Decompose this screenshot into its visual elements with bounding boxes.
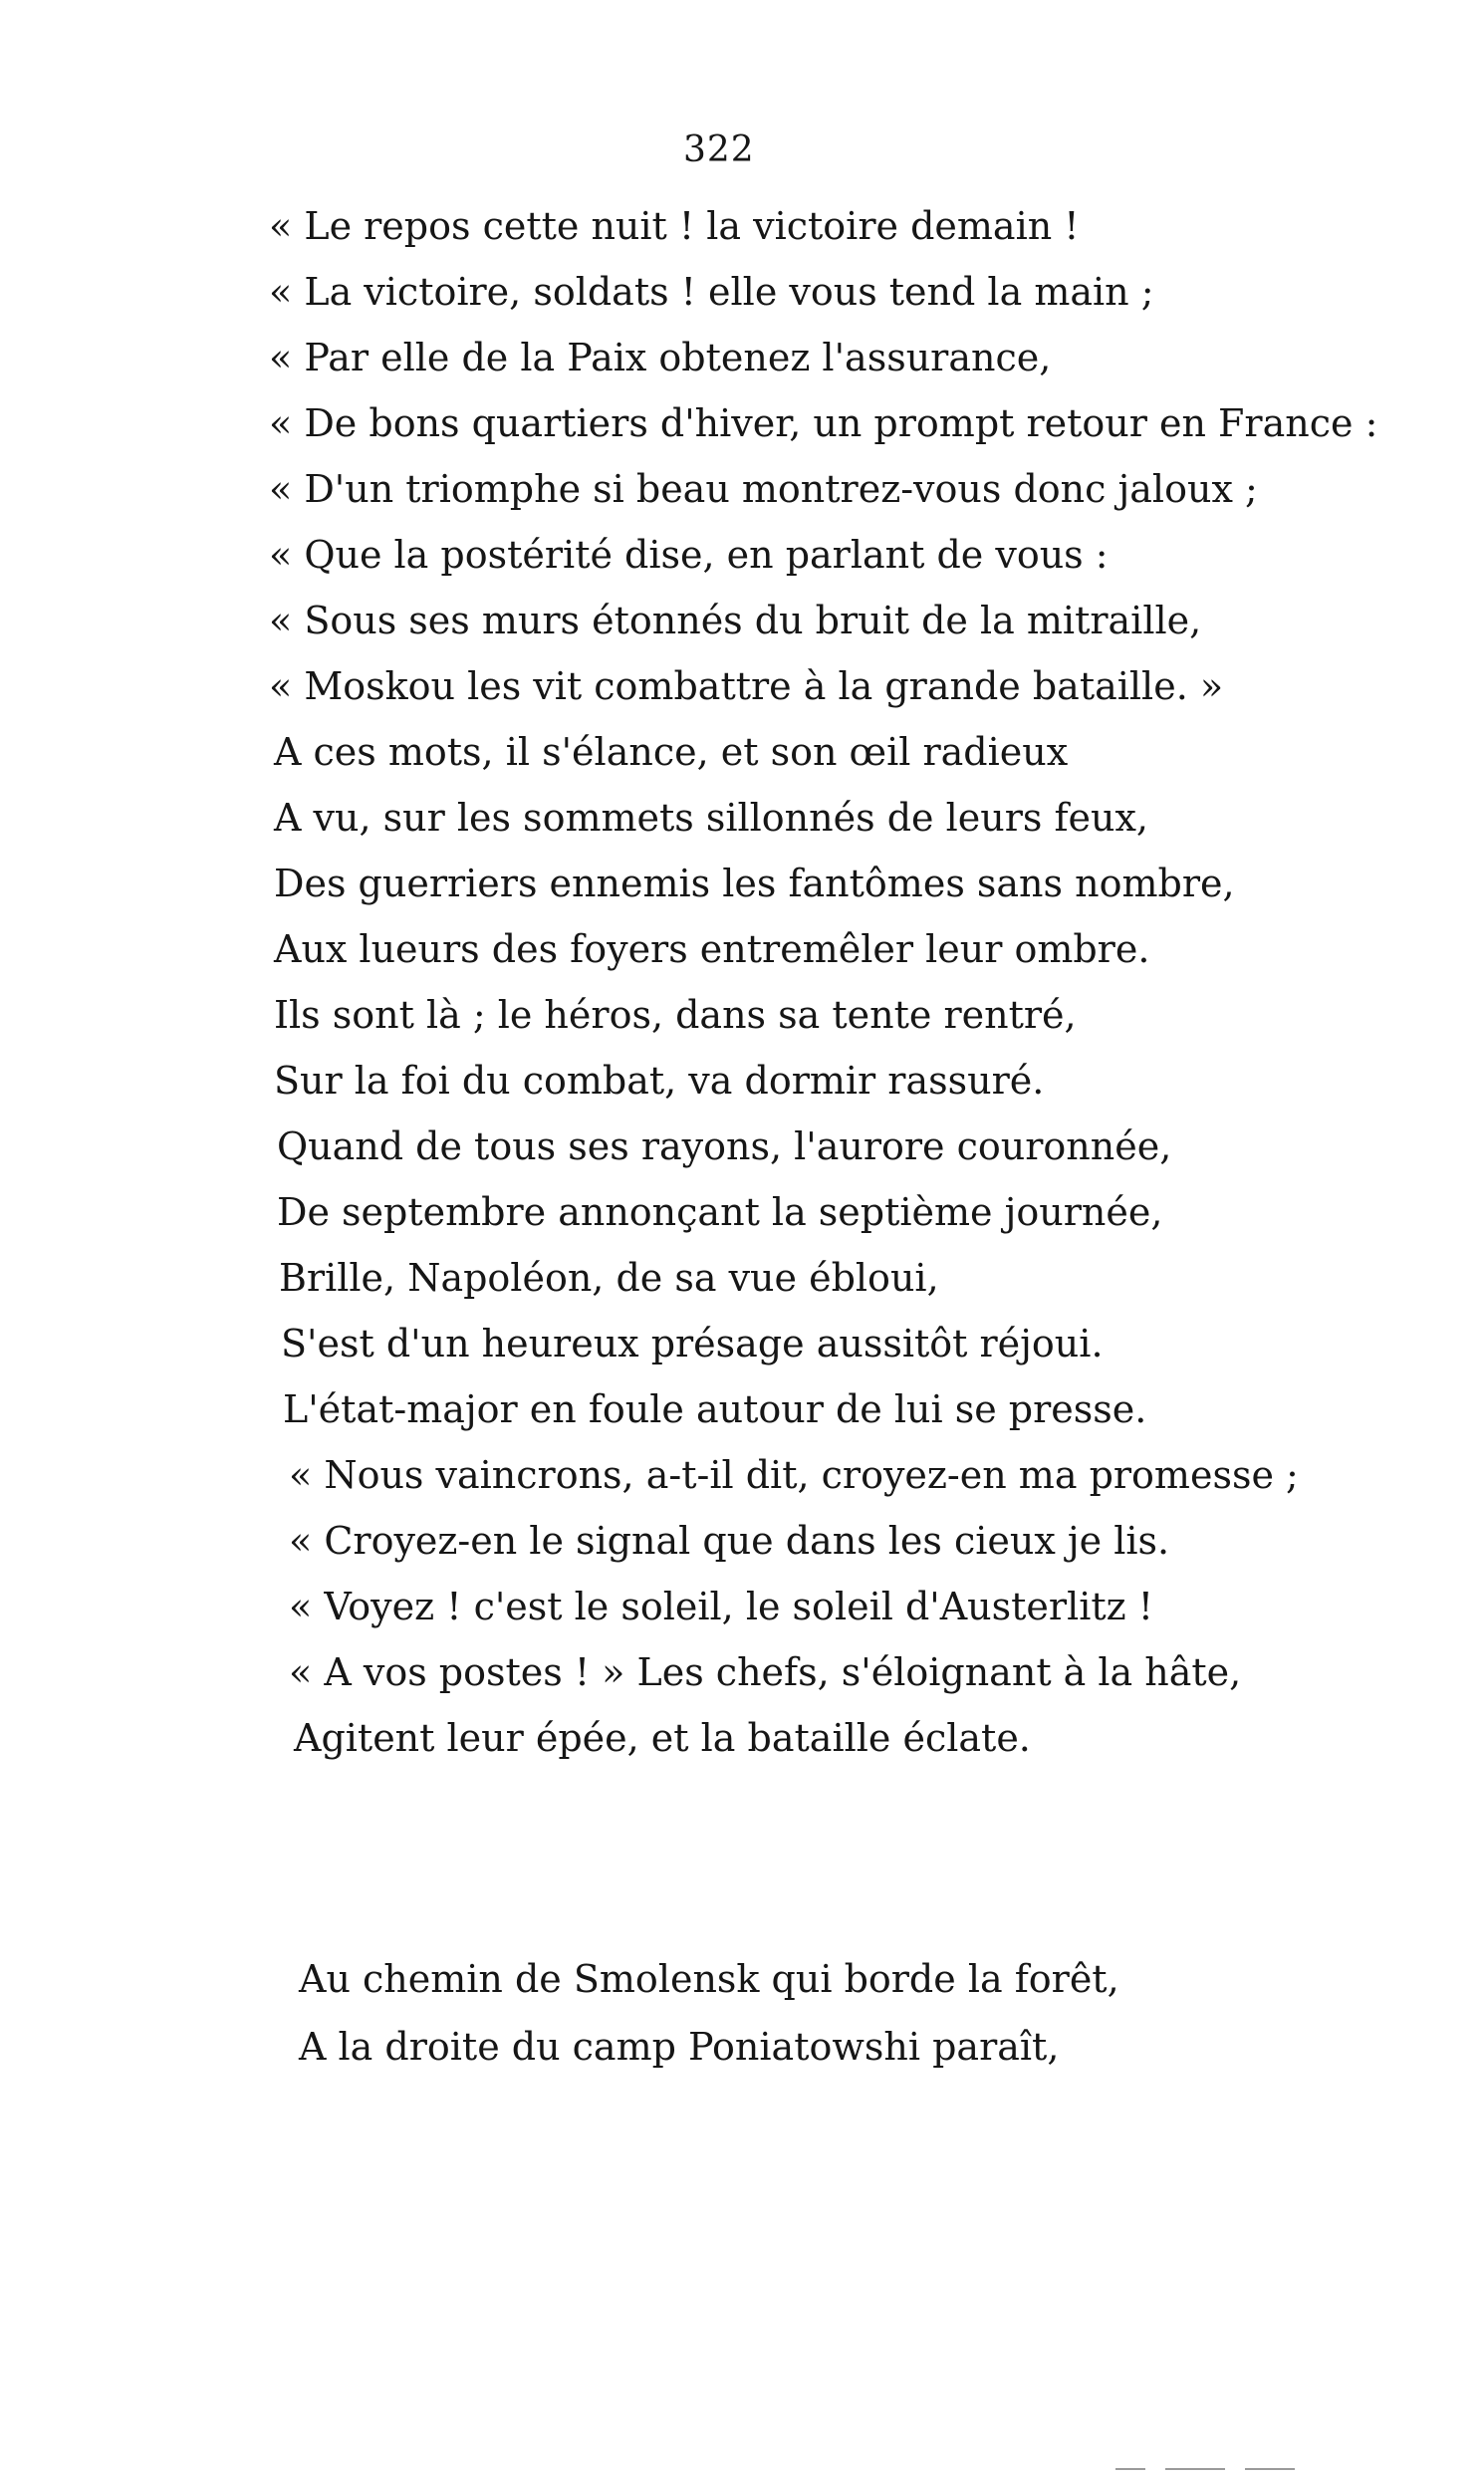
verse-line: L'état-major en foule autour de lui se presse.: [283, 1387, 1147, 1431]
verse-line: « D'un triomphe si beau montrez-vous donc jaloux ;: [269, 467, 1258, 511]
scan-mark: [1165, 2468, 1225, 2470]
verse-line: Ils sont là ; le héros, dans sa tente rentré,: [274, 993, 1077, 1037]
verse-line: « Le repos cette nuit ! la victoire demain !: [269, 204, 1080, 248]
verse-line: A vu, sur les sommets sillonnés de leurs feux,: [274, 796, 1148, 840]
page-number: 322: [683, 129, 755, 170]
verse-line: « Moskou les vit combattre à la grande bataille. »: [269, 664, 1224, 708]
verse-line: Sur la foi du combat, va dormir rassuré.: [274, 1059, 1045, 1103]
verse-line: Au chemin de Smolensk qui borde la forêt,: [299, 1957, 1119, 2001]
verse-line: « La victoire, soldats ! elle vous tend la main ;: [269, 270, 1154, 314]
verse-line: De septembre annonçant la septième journée,: [277, 1190, 1163, 1234]
scan-mark: [1245, 2468, 1295, 2470]
verse-line: Brille, Napoléon, de sa vue ébloui,: [279, 1256, 939, 1300]
scan-mark: [1115, 2468, 1145, 2470]
verse-line: A la droite du camp Poniatowshi paraît,: [299, 2025, 1060, 2069]
verse-line: « Sous ses murs étonnés du bruit de la mitraille,: [269, 599, 1202, 642]
verse-line: Des guerriers ennemis les fantômes sans nombre,: [274, 862, 1235, 905]
verse-line: « A vos postes ! » Les chefs, s'éloignant à la hâte,: [289, 1650, 1242, 1694]
verse-line: « Par elle de la Paix obtenez l'assurance,: [269, 336, 1052, 379]
verse-line: « Nous vaincrons, a-t-il dit, croyez-en ma promesse ;: [289, 1453, 1299, 1497]
verse-line: « Voyez ! c'est le soleil, le soleil d'Austerlitz !: [289, 1585, 1154, 1628]
verse-line: Agitent leur épée, et la bataille éclate.: [294, 1716, 1031, 1760]
verse-line: « Que la postérité dise, en parlant de vous :: [269, 533, 1109, 577]
verse-line: Aux lueurs des foyers entremêler leur ombre.: [274, 927, 1150, 971]
verse-line: « Croyez-en le signal que dans les cieux je lis.: [289, 1519, 1170, 1563]
verse-line: A ces mots, il s'élance, et son œil radieux: [274, 730, 1069, 774]
verse-line: Quand de tous ses rayons, l'aurore couronnée,: [277, 1124, 1172, 1168]
verse-line: S'est d'un heureux présage aussitôt réjoui.: [281, 1322, 1104, 1365]
verse-line: « De bons quartiers d'hiver, un prompt retour en France :: [269, 401, 1378, 445]
